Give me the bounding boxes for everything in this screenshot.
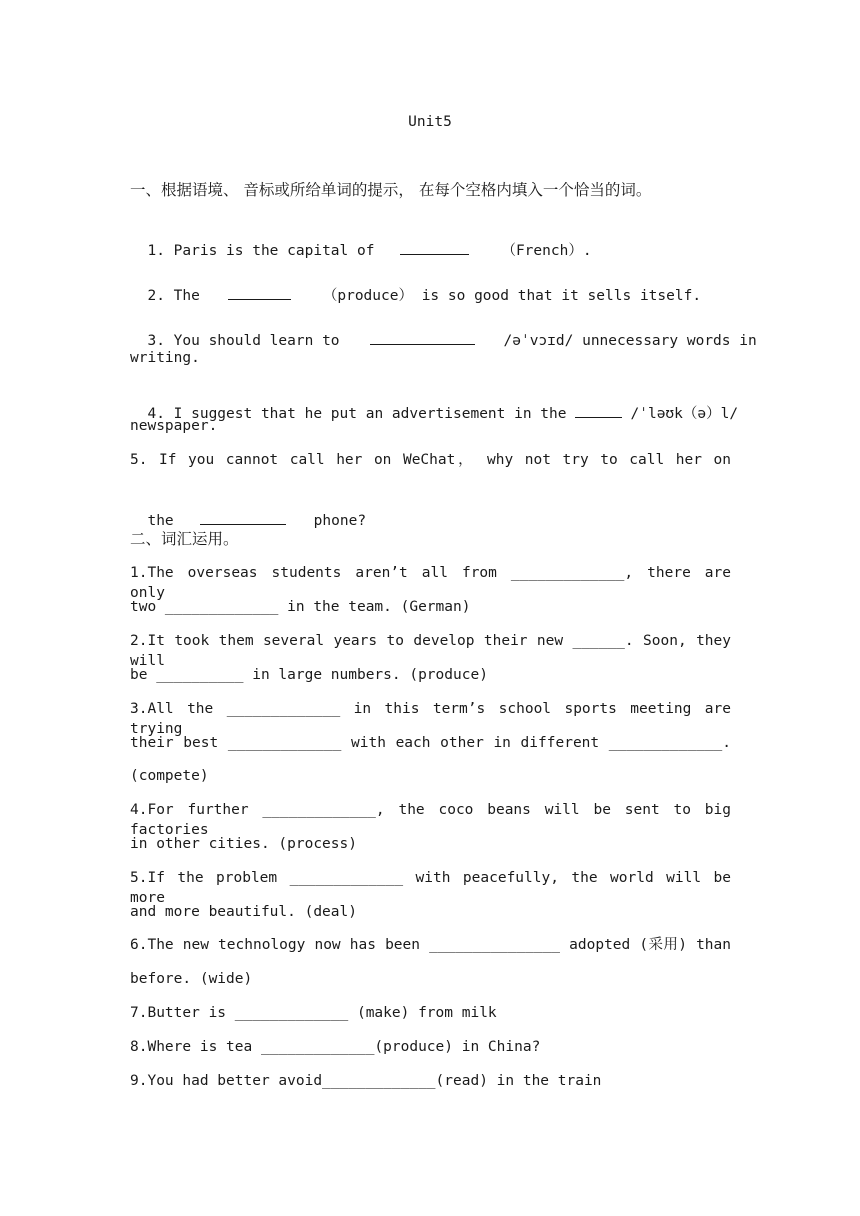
s1-item5-line1: 5. If you cannot call her on WeChat， why not try to call her on bbox=[130, 452, 731, 468]
s2-item7: 7.Butter is _____________ (make) from milk bbox=[130, 1005, 497, 1021]
s1-item2-text: 2. The bbox=[147, 288, 200, 304]
s1-item2 bbox=[130, 265, 731, 306]
s2-item2-line2: be __________ in large numbers. (produce) bbox=[130, 667, 488, 683]
s1-item4-cont: newspaper. bbox=[130, 418, 218, 434]
answer-blank[interactable] bbox=[228, 285, 291, 300]
s1-item4-text: 4. I suggest that he put an advertisement in the bbox=[147, 406, 567, 422]
s1-item3-text: 3. You should learn to bbox=[147, 333, 340, 349]
s1-item3 bbox=[130, 310, 757, 351]
s1-item2-hint: （produce） is so good that it sells itself. bbox=[322, 288, 702, 304]
section2-heading: 二、词汇运用。 bbox=[130, 530, 239, 548]
s2-item4-line1: 4.For further _____________, the coco beans will be sent to big factories bbox=[130, 802, 731, 838]
s2-item5-line1: 5.If the problem _____________ with peacefully, the world will be more bbox=[130, 870, 731, 906]
s1-item3-cont: writing. bbox=[130, 350, 200, 366]
s2-item3-line1: 3.All the _____________ in this term’s school sports meeting are trying bbox=[130, 701, 731, 737]
s1-item5-hint: phone? bbox=[313, 513, 367, 529]
s2-item4-line2: in other cities. (process) bbox=[130, 836, 357, 852]
s2-item6-line1: 6.The new technology now has been _______________ adopted (采用) than bbox=[130, 937, 731, 953]
s1-item3-hint: /əˈvɔɪd/ unnecessary words in bbox=[503, 333, 757, 349]
page-title: Unit5 bbox=[408, 114, 452, 130]
s1-item4-hint: /ˈləʊk（ə）l/ bbox=[630, 406, 739, 422]
s1-item5-text: the bbox=[147, 513, 174, 529]
s1-item1 bbox=[130, 220, 731, 261]
s2-item1-line1: 1.The overseas students aren’t all from _____________, there are only bbox=[130, 565, 731, 601]
s2-item6-line2: before. (wide) bbox=[130, 971, 253, 987]
answer-blank[interactable] bbox=[370, 330, 475, 345]
s2-item3-line3: (compete) bbox=[130, 768, 209, 784]
s2-item8: 8.Where is tea _____________(produce) in China? bbox=[130, 1039, 541, 1055]
s1-item5-line2 bbox=[130, 490, 731, 531]
answer-blank[interactable] bbox=[200, 510, 286, 525]
section1-heading: 一、根据语境、 音标或所给单词的提示， 在每个空格内填入一个恰当的词。 bbox=[130, 181, 652, 199]
answer-blank[interactable] bbox=[400, 240, 469, 255]
s2-item9: 9.You had better avoid_____________(read) in the train bbox=[130, 1073, 602, 1089]
s2-item2-line1: 2.It took them several years to develop their new ______. Soon, they will bbox=[130, 633, 731, 669]
s1-item1-hint: （French）. bbox=[501, 243, 592, 259]
s2-item1-line2: two _____________ in the team. (German) bbox=[130, 599, 471, 615]
s2-item3-line2: their best _____________ with each other in different _____________. bbox=[130, 735, 731, 751]
s1-item1-text: 1. Paris is the capital of bbox=[147, 243, 375, 259]
s2-item5-line2: and more beautiful. (deal) bbox=[130, 904, 357, 920]
